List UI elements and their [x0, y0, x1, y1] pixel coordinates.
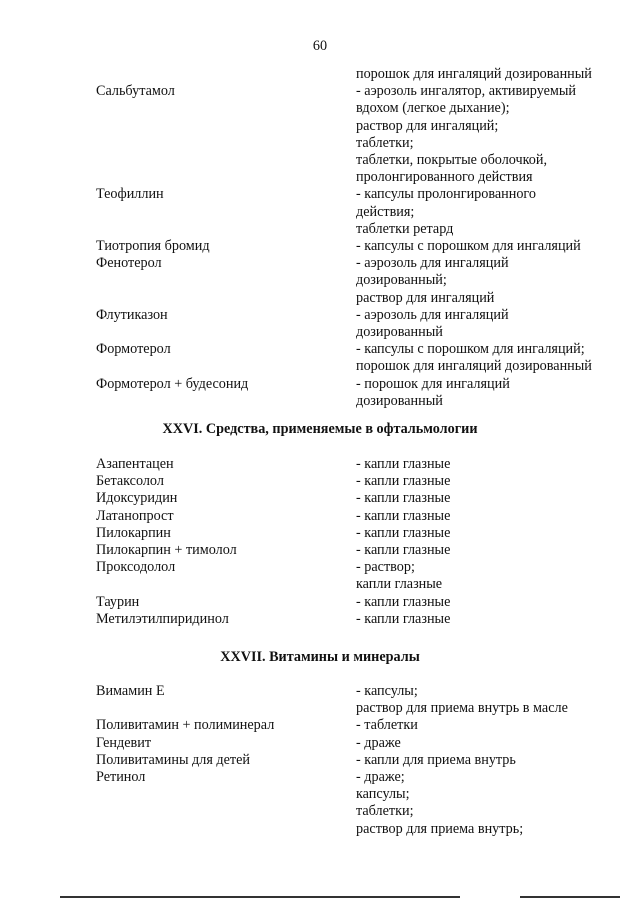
drug-name: Фенотерол — [96, 255, 162, 272]
dosage-form: - капсулы; — [356, 683, 418, 699]
dosage-form: - аэрозоль для ингаляций — [356, 306, 509, 323]
drug-name: Гендевит — [96, 734, 152, 751]
drug-name: Формотерол + будесонид — [96, 375, 249, 392]
dosage-form: порошок для ингаляций дозированный — [356, 66, 592, 82]
section-heading-vitamins: XXVII. Витамины и минералы — [220, 649, 420, 665]
section-heading-ophthalmology: XXVI. Средства, применяемые в офтальмологии — [162, 421, 478, 437]
dosage-form: - аэрозоль ингалятор, активируемый — [356, 83, 576, 100]
drug-name: Флутиказон — [96, 306, 168, 323]
drug-name: Теофиллин — [96, 186, 164, 203]
dosage-form: раствор для приема внутрь в масле — [356, 700, 568, 717]
dosage-form: - капли глазные — [356, 593, 451, 610]
footer-rule — [520, 896, 620, 898]
dosage-form: капсулы; — [356, 786, 410, 803]
dosage-form: - аэрозоль для ингаляций — [356, 255, 509, 272]
dosage-form: - капли глазные — [356, 610, 451, 627]
drug-name: Проксодолол — [96, 559, 176, 576]
dosage-form: - капли глазные — [356, 473, 451, 490]
dosage-form: таблетки; — [356, 803, 414, 820]
dosage-form: - драже — [356, 734, 401, 751]
drug-name: Латанопрост — [96, 507, 174, 524]
drug-name: Метилэтилпиридинол — [96, 610, 229, 627]
dosage-form: дозированный — [356, 392, 443, 409]
dosage-form: - капли глазные — [356, 542, 451, 558]
dosage-form: - капсулы с порошком для ингаляций — [356, 238, 581, 254]
dosage-form: дозированный; — [356, 272, 447, 289]
dosage-form: - драже; — [356, 769, 405, 785]
page-number: 60 — [312, 38, 328, 54]
drug-name: Азапентацен — [96, 456, 174, 472]
dosage-form: - раствор; — [356, 559, 415, 576]
drug-name: Поливитамины для детей — [96, 751, 251, 768]
dosage-form: - капли глазные — [356, 490, 451, 507]
dosage-form: - капсулы пролонгированного — [356, 186, 536, 203]
drug-name: Ретинол — [96, 769, 146, 785]
dosage-form: раствор для приема внутрь; — [356, 820, 524, 837]
drug-name: Пилокарпин — [96, 524, 171, 541]
drug-name: Пилокарпин + тимолол — [96, 542, 237, 558]
dosage-form: - порошок для ингаляций — [356, 375, 510, 392]
drug-name: Вимамин Е — [96, 683, 165, 699]
dosage-form: - капли глазные — [356, 456, 451, 472]
dosage-form: таблетки; — [356, 134, 414, 151]
drug-name: Тиотропия бромид — [96, 238, 210, 254]
dosage-form: действия; — [356, 203, 415, 220]
drug-name: Поливитамин + полиминерал — [96, 717, 275, 734]
dosage-form: порошок для ингаляций дозированный — [356, 358, 592, 375]
dosage-form: раствор для ингаляций — [356, 289, 495, 306]
dosage-form: раствор для ингаляций; — [356, 117, 499, 134]
drug-name: Таурин — [96, 593, 140, 610]
dosage-form: таблетки ретард — [356, 220, 454, 237]
dosage-form: - таблетки — [356, 717, 418, 734]
dosage-form: - капли глазные — [356, 524, 451, 541]
dosage-form: таблетки, покрытые оболочкой, — [356, 152, 548, 168]
dosage-form: пролонгированного действия — [356, 169, 533, 186]
dosage-form: вдохом (легкое дыхание); — [356, 100, 510, 117]
footer-rule — [60, 896, 460, 898]
dosage-form: - капли для приема внутрь — [356, 751, 516, 768]
dosage-form: - капсулы с порошком для ингаляций; — [356, 341, 585, 358]
dosage-form: капли глазные — [356, 576, 443, 593]
drug-name: Идоксуридин — [96, 490, 178, 507]
drug-name: Формотерол — [96, 341, 171, 358]
dosage-form: - капли глазные — [356, 507, 451, 524]
drug-name: Бетаксолол — [96, 473, 164, 490]
drug-name: Сальбутамол — [96, 83, 175, 100]
dosage-form: дозированный — [356, 324, 443, 340]
